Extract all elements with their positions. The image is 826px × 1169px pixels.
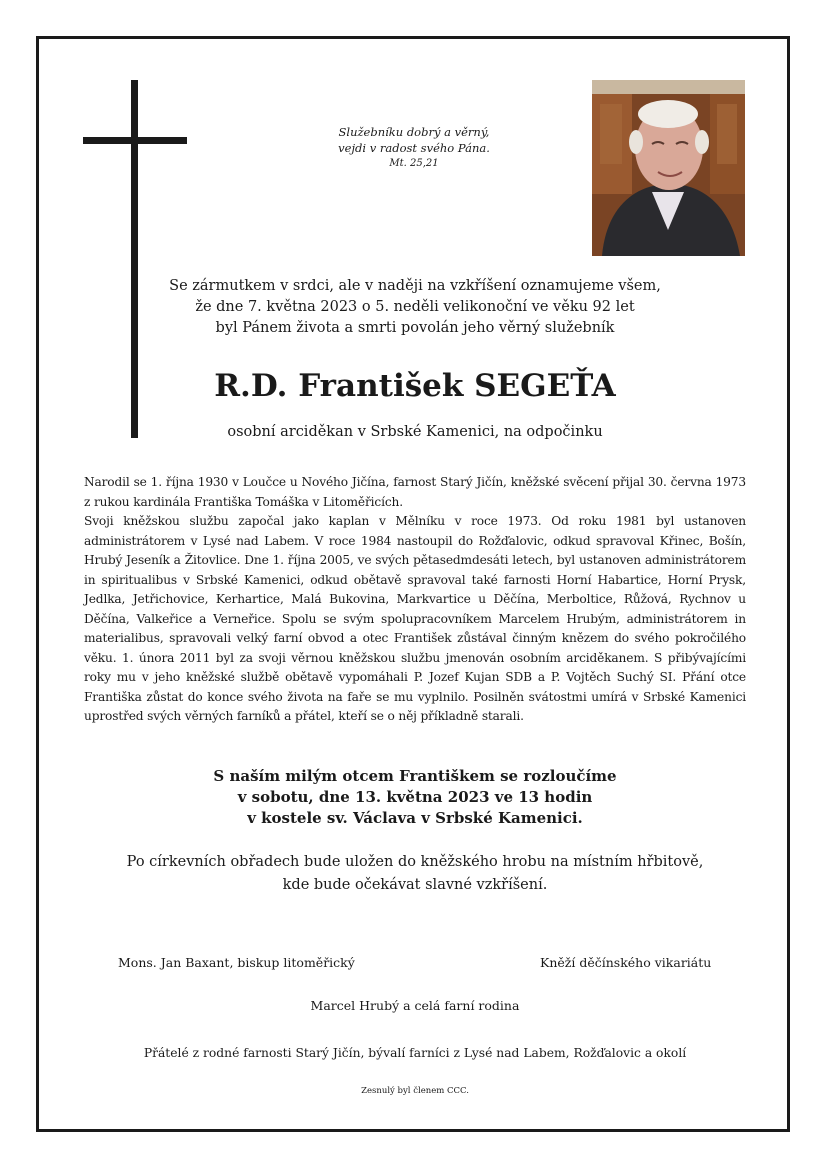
portrait-photo xyxy=(592,80,745,256)
burial-line-1: Po církevních obřadech bude uložen do kněžského hrobu na místním hřbitově, xyxy=(126,854,704,870)
farewell-line-2: v sobotu, dne 13. května 2023 ve 13 hodin xyxy=(237,788,593,806)
farewell-line-3: v kostele sv. Václava v Srbské Kamenici. xyxy=(247,809,583,827)
cross-icon-bar xyxy=(83,137,187,144)
signature-family: Marcel Hrubý a celá farní rodina xyxy=(310,998,520,1013)
farewell-notice xyxy=(100,766,730,829)
signature-friends: Přátelé z rodné farnosti Starý Jičín, bývalí farníci z Lysé nad Labem, Rožďalovic a okolí xyxy=(143,1046,687,1060)
deceased-name: R.D. František SEGEŤA xyxy=(214,368,616,404)
motto-reference: Mt. 25,21 xyxy=(389,158,439,169)
bible-motto xyxy=(300,124,528,172)
motto-line-1: Služebníku dobrý a věrný, xyxy=(338,125,490,139)
announcement-line-2: že dne 7. května 2023 o 5. neděli velikonoční ve věku 92 let xyxy=(195,299,635,315)
signature-priests: Kněží děčínského vikariátu xyxy=(540,955,712,970)
motto-line-2: vejdi v radost svého Pána. xyxy=(338,141,490,155)
burial-notice xyxy=(100,851,730,897)
announcement-line-3: byl Pánem života a smrti povolán jeho věrný služebník xyxy=(215,320,615,336)
burial-line-2: kde bude očekávat slavné vzkříšení. xyxy=(282,877,548,893)
biography-paragraph-1: Narodil se 1. října 1930 v Loučce u Nového Jičína, farnost Starý Jičín, kněžské svěcení přijal 30. června 1973 z rukou kardinála Františka Tomáška v Litoměřicích. xyxy=(84,475,746,509)
deceased-title: osobní arciděkan v Srbské Kamenici, na odpočinku xyxy=(227,424,603,440)
announcement xyxy=(100,276,730,339)
biography xyxy=(84,473,746,727)
announcement-line-1: Se zármutkem v srdci, ale v naději na vzkříšení oznamujeme všem, xyxy=(169,278,661,294)
biography-paragraph-2: Svoji kněžskou službu započal jako kaplan v Mělníku v roce 1973. Od roku 1981 byl ustanoven administrátorem v Lysé nad Labem. V roce 1984 nastoupil do Rožďalovic, odkud spravoval Křinec, Bošín, Hrubý Jeseník a Žitovlice. Dne 1. října 2005, ve svých pětasedmdesáti letech, byl ustanoven administrátorem in spiritualibus v Srbské Kamenici, odkud obětavě spravoval také farnosti Horní Habartice, Horní Prysk, Jedlka, Jetřichovice, Kerhartice, Malá Bukovina, Markvartice u Děčína, Merboltice, Růžová, Rychnov u Děčína, Valkeřice a Verneřice. Spolu se svým spolupracovníkem Marcelem Hrubým, administrátorem in materialibus, spravovali velký farní obvod a otec František zůstával činným knězem do svého pokročilého věku. 1. února 2011 byl za svoji věrnou kněžskou službu jmenován osobním arciděkanem. S přibývajícími roky mu v jeho kněžské službě obětavě vypomáhali P. Jozef Kujan SDB a P. Vojtěch Suchý SI. Přání otce Františka zůstat do konce svého života na faře se mu vyplnilo. Posilněn svátostmi umírá v Srbské Kamenici uprostřed svých věrných farníků a přátel, kteří se o něj příkladně starali. xyxy=(84,514,746,723)
farewell-line-1: S naším milým otcem Františkem se rozloučíme xyxy=(213,767,617,785)
signature-bishop: Mons. Jan Baxant, biskup litoměřický xyxy=(118,955,355,970)
footnote: Zesnulý byl členem CCC. xyxy=(361,1086,469,1096)
